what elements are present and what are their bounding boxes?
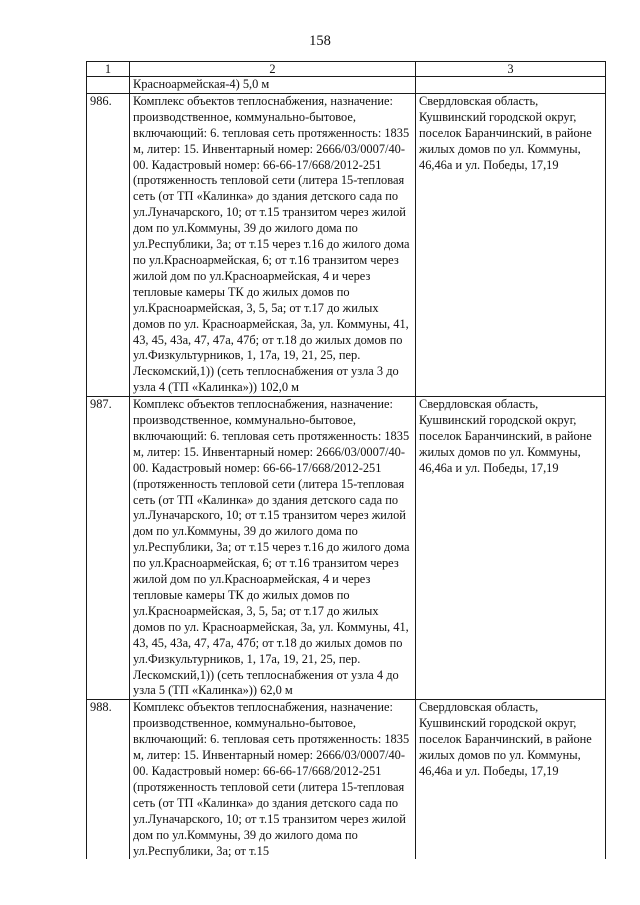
description-cell: Комплекс объектов теплоснабжения, назначение: производственное, коммунально-бытовое, включающий: 6. тепловая сеть протяженность: 1835 м, литер: 15. Инвентарный номер: 2666/03/0007/40-00. Кадастровый номер: 66-66-17/668/2012-251 (протяженность тепловой сети (литера 15-тепловая сеть (от ТП «Калинка» до здания детского сада по ул.Луначарского, 10; от т.15 транзитом через жилой дом по ул.Коммуны, 39 до жилого дома по ул.Республики, 3а; от т.15 через т.16 до жилого дома по ул.Красноармейская, 6; от т.16 транзитом через жилой дом по ул.Красноармейская, 4 и через тепловые камеры ТК до жилых домов по ул.Красноармейская, 3, 5, 5а; от т.17 до жилых домов по ул. Красноармейская, 3а, ул. Коммуны, 41, 43, 45, 43а, 47, 47а, 47б; от т.18 до жилых домов по ул.Физкультурников, 1, 17а, 19, 21, 25, пер. Лескомский,1)) (сеть теплоснабжения от узла 4 до узла 5 (ТП «Калинка»)) 62,0 м [130,397,416,700]
register-table [86,61,606,859]
table-row [87,700,606,860]
address-cell: Свердловская область, Кушвинский городской округ, поселок Баранчинский, в районе жилых домов по ул. Коммуны, 46,46а и ул. Победы, 17,19 [416,397,606,700]
header-cell-number: 1 [87,62,130,77]
table-row [87,397,606,700]
address-cell: Свердловская область, Кушвинский городской округ, поселок Баранчинский, в районе жилых домов по ул. Коммуны, 46,46а и ул. Победы, 17,19 [416,700,606,860]
description-cell: Комплекс объектов теплоснабжения, назначение: производственное, коммунально-бытовое, включающий: 6. тепловая сеть протяженность: 1835 м, литер: 15. Инвентарный номер: 2666/03/0007/40-00. Кадастровый номер: 66-66-17/668/2012-251 (протяженность тепловой сети (литера 15-тепловая сеть (от ТП «Калинка» до здания детского сада по ул.Луначарского, 10; от т.15 транзитом через жилой дом по ул.Коммуны, 39 до жилого дома по ул.Республики, 3а; от т.15 через т.16 до жилого дома по ул.Красноармейская, 6; от т.16 транзитом через жилой дом по ул.Красноармейская, 4 и через тепловые камеры ТК до жилых домов по ул.Красноармейская, 3, 5, 5а; от т.17 до жилых домов по ул. Красноармейская, 3а, ул. Коммуны, 41, 43, 45, 43а, 47, 47а, 47б; от т.18 до жилых домов по ул.Физкультурников, 1, 17а, 19, 21, 25, пер. Лескомский,1)) (сеть теплоснабжения от узла 3 до узла 4 (ТП «Калинка»)) 102,0 м [130,93,416,396]
header-cell-description: 2 [130,62,416,77]
table-row [87,93,606,396]
row-number-cell [87,77,130,94]
continuation-row [87,77,606,94]
header-row [87,62,606,77]
header-cell-address: 3 [416,62,606,77]
description-cell: Красноармейская-4) 5,0 м [130,77,416,94]
page-number: 158 [309,33,331,49]
row-number-cell: 988. [87,700,130,860]
row-number-cell: 986. [87,93,130,396]
description-cell: Комплекс объектов теплоснабжения, назначение: производственное, коммунально-бытовое, включающий: 6. тепловая сеть протяженность: 1835 м, литер: 15. Инвентарный номер: 2666/03/0007/40-00. Кадастровый номер: 66-66-17/668/2012-251 (протяженность тепловой сети (литера 15-тепловая сеть (от ТП «Калинка» до здания детского сада по ул.Луначарского, 10; от т.15 транзитом через жилой дом по ул.Коммуны, 39 до жилого дома по ул.Республики, 3а; от т.15 [130,700,416,860]
address-cell: Свердловская область, Кушвинский городской округ, поселок Баранчинский, в районе жилых домов по ул. Коммуны, 46,46а и ул. Победы, 17,19 [416,93,606,396]
address-cell [416,77,606,94]
row-number-cell: 987. [87,397,130,700]
